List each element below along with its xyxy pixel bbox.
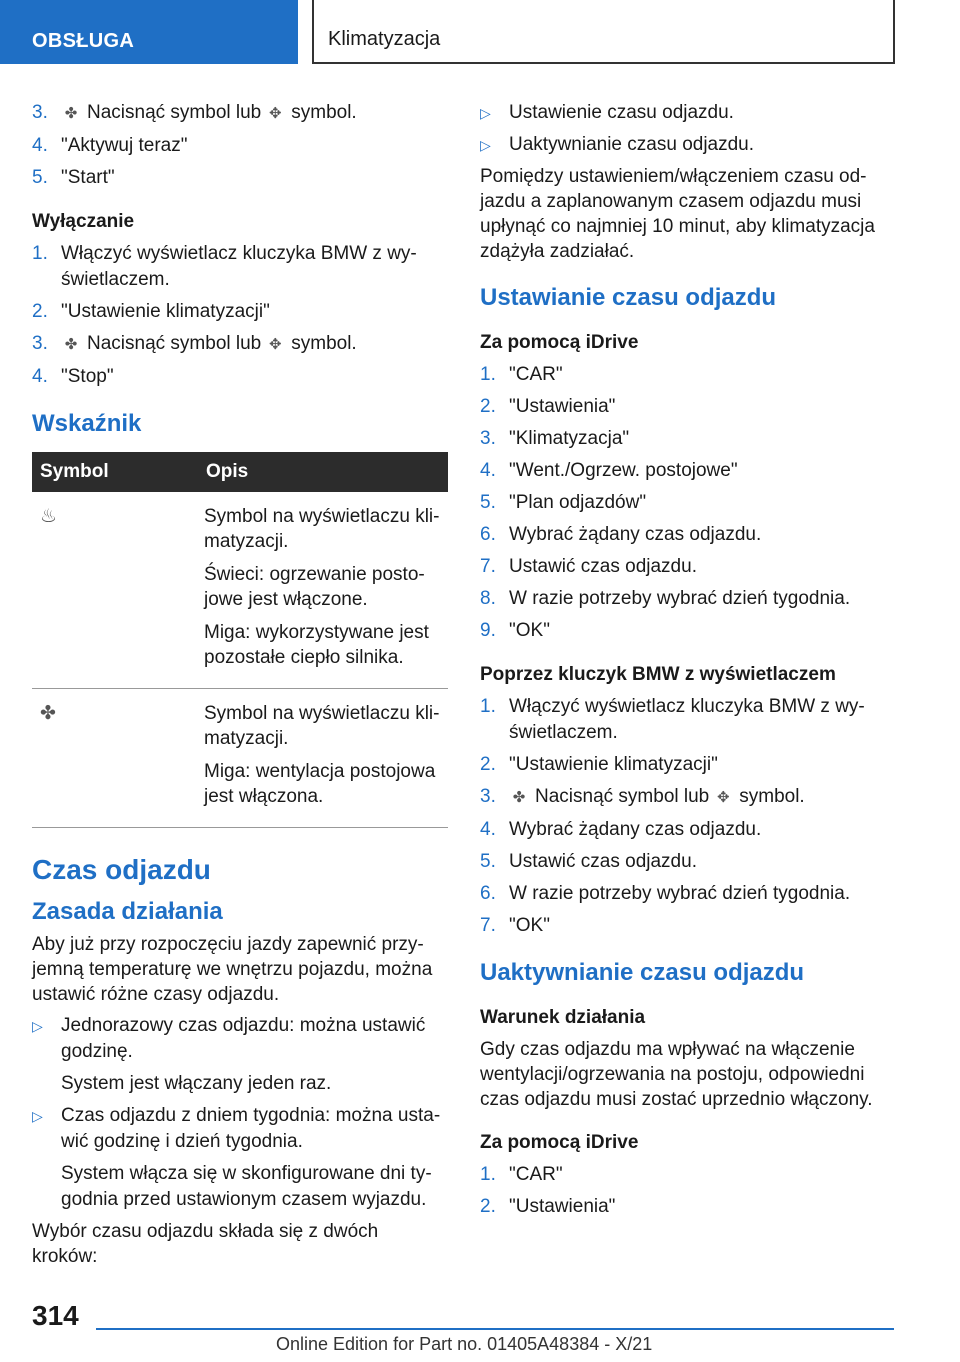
paragraph: Pomiędzy ustawieniem/włączeniem czasu od‐jazdu a zaplanowanym czasem odjazdu musi upłynąć co najmniej 10 minut, aby klimatyzacja zdążyła zadziałać. [480,166,875,262]
list-item: 4. "Went./Ogrzew. postojowe" [480,460,738,481]
step-text: "Ustawienie klimatyzacji" [61,301,270,322]
step-text: "Stop" [61,366,114,387]
section-heading: Wskaźnik [32,410,142,437]
fan-blowing-icon: ✥ [268,336,282,353]
step-number: 4. [32,135,48,156]
table-header: Symbol [32,452,196,492]
list-item: 3. ✤ Nacisnąć symbol lub ✥ symbol. [32,100,448,127]
list-item: ▷ Czas odjazdu z dniem tygodnia: można usta‐wić godzinę i dzień tygodnia. [32,1103,448,1155]
list-item: 2. "Ustawienia" [480,1196,616,1217]
section-heading: Zasada działania [32,898,223,925]
list-item: 1. Włączyć wyświetlacz kluczyka BMW z wy‐świetlaczem. [480,696,865,743]
triangle-bullet-icon: ▷ [480,105,491,121]
list-item [32,299,448,325]
bullet-note: System włącza się w skonfigurowane dni ty‐godnia przed ustawionym czasem wyjazdu. [61,1163,432,1210]
fan-icon: ✤ [64,105,78,122]
table-row: ♨ Symbol na wyświetlaczu kli‐matyzacji. Świeci: ogrzewanie posto‐jowe jest włączone. Miga: wykorzystywane jest pozostałe ciepło silnika. [32,492,448,689]
step-number: 3. [32,102,48,123]
fan-icon: ✤ [64,336,78,353]
bullet-note: System jest włączany jeden raz. [61,1073,332,1094]
paragraph: Wybór czasu odjazdu składa się z dwóch kroków: [32,1221,379,1267]
list-item: ▷ Ustawienie czasu odjazdu. [480,100,900,126]
list-item: 7. Ustawić czas odjazdu. [480,556,697,577]
section-heading: Uaktywnianie czasu odjazdu [480,959,805,986]
list-item: 6. Wybrać żądany czas odjazdu. [480,524,762,545]
right-column [480,100,900,1226]
page-number: 314 [32,1300,79,1331]
list-item: 1. "CAR" [480,364,563,385]
indicator-table [32,452,448,828]
list-item: 3. ✤ Nacisnąć symbol lub ✥ symbol. [480,784,900,811]
step-text: "Start" [61,167,115,188]
fan-blowing-icon: ✥ [716,789,730,806]
step-number: 1. [32,243,48,264]
step-number: 2. [32,301,48,322]
list-item [32,133,448,159]
chapter-heading: Czas odjazdu [32,854,211,885]
list-item: 6. W razie potrzeby wybrać dzień tygodnia. [480,883,851,904]
fan-icon: ✤ [512,789,526,806]
subsection-title: Wyłączanie [32,211,135,232]
edition-footer: Online Edition for Part no. 01405A48384 - X/21 [276,1334,653,1354]
list-item: 7. "OK" [480,915,550,936]
section-tab: OBSŁUGA [0,0,298,64]
list-item: 2. "Ustawienia" [480,396,616,417]
triangle-bullet-icon: ▷ [32,1018,43,1034]
subsection-title: Za pomocą iDrive [480,1132,639,1153]
triangle-bullet-icon: ▷ [32,1108,43,1124]
list-item [32,165,448,191]
list-item: 4. Wybrać żądany czas odjazdu. [480,819,762,840]
list-item: 1. "CAR" [480,1164,563,1185]
subsection-title: Warunek działania [480,1007,646,1028]
list-item: 3. "Klimatyzacja" [480,428,630,449]
table-header: Opis [196,452,448,492]
list-item: 2. "Ustawienie klimatyzacji" [480,754,718,775]
section-heading: Ustawianie czasu odjazdu [480,284,777,311]
triangle-bullet-icon: ▷ [480,137,491,153]
subsection-title: Za pomocą iDrive [480,332,639,353]
step-number: 5. [32,167,48,188]
footer-divider [96,1328,894,1330]
chapter-title: Klimatyzacja [312,0,895,64]
heater-symbol-icon: ♨ [40,506,58,527]
subsection-title: Poprzez kluczyk BMW z wyświetlaczem [480,664,836,685]
list-item: 9. "OK" [480,620,550,641]
paragraph: Aby już przy rozpoczęciu jazdy zapewnić przy‐jemną temperaturę we wnętrzu pojazdu, można ustawić różne czasy odjazdu. [32,934,433,1005]
paragraph: Gdy czas odjazdu ma wpływać na włączenie wentylacji/ogrzewania na postoju, odpowiedni czas odjazdu musi zostać uprzednio włączony. [480,1039,873,1110]
list-item [32,364,448,390]
list-item: ▷ Uaktywnianie czasu odjazdu. [480,132,900,158]
list-item: 3. ✤ Nacisnąć symbol lub ✥ symbol. [32,331,448,358]
table-row: ✤ Symbol na wyświetlaczu kli‐matyzacji. Miga: wentylacja postojowa jest włączona. [32,689,448,828]
list-item: 5. "Plan odjazdów" [480,492,647,513]
step-text: "Aktywuj teraz" [61,135,188,156]
step-text: Włączyć wyświetlacz kluczyka BMW z wy‐świetlaczem. [61,243,417,290]
left-column [32,100,448,1275]
list-item: 5. Ustawić czas odjazdu. [480,851,697,872]
list-item: ▷ Jednorazowy czas odjazdu: można ustawić godzinę. [32,1013,448,1065]
fan-blowing-icon: ✥ [268,105,282,122]
step-number: 3. [32,333,48,354]
list-item: 8. W razie potrzeby wybrać dzień tygodnia. [480,588,851,609]
list-item [32,241,448,293]
step-number: 4. [32,366,48,387]
fan-symbol-icon: ✤ [40,703,56,724]
